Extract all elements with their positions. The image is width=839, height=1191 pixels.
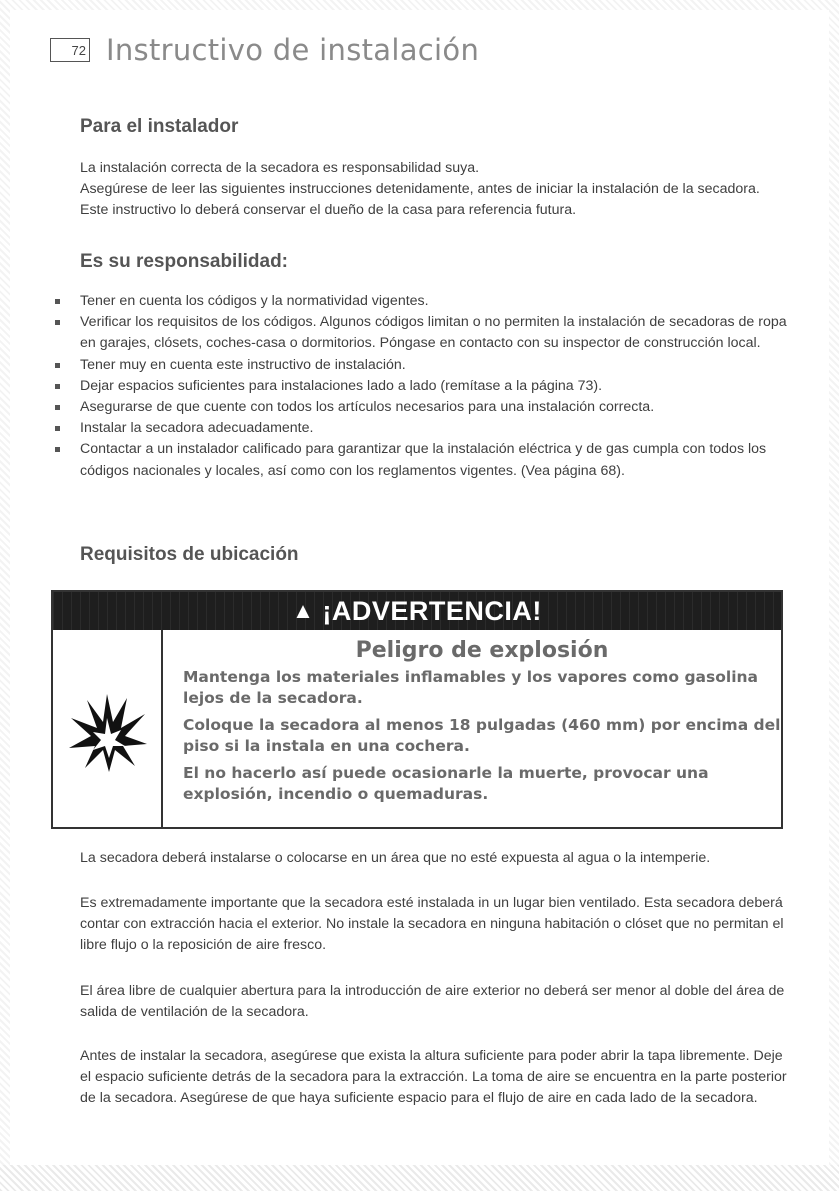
hazard-line: Mantenga los materiales inflamables y los vapores como gasolina lejos de la secadora. — [183, 668, 759, 707]
body-paragraph-2: Es extremadamente importante que la secadora esté instalada in un lugar bien ventilado. Esta secadora deberá contar con extracción hacia el exterior. No instale la secadora en ninguna habitación o clóset que no permitan el libre flujo o la reposición de aire fresco. — [80, 895, 784, 953]
location-heading: Requisitos de ubicación — [80, 544, 299, 565]
document-title: Instructivo de instalación — [106, 33, 480, 67]
warning-icon-cell — [53, 630, 163, 827]
bullet-icon — [55, 447, 60, 452]
hazard-line: Coloque la secadora al menos 18 pulgadas (460 mm) por encima del piso si la instala en una cochera. — [183, 716, 781, 755]
bullet-icon — [55, 426, 60, 431]
explosion-icon — [65, 684, 149, 774]
body-paragraph-1: La secadora deberá instalarse o colocarse en un área que no esté expuesta al agua o la intemperie. — [80, 850, 711, 866]
responsibility-heading: Es su responsabilidad: — [80, 251, 288, 272]
list-item: Tener en cuenta los códigos y la normatividad vigentes. — [52, 291, 792, 312]
warning-banner-text: ¡ADVERTENCIA! — [322, 595, 542, 626]
page-header — [50, 33, 479, 67]
installer-paragraph-2: Asegúrese de leer las siguientes instrucciones detenidamente, antes de iniciar la instalación de la secadora. Este instructivo lo deberá conservar el dueño de la casa para referencia futura. — [80, 181, 760, 218]
body-paragraph-3: El área libre de cualquier abertura para la introducción de aire exterior no deberá ser menor al doble del área de salida de ventilación de la secadora. — [80, 983, 785, 1020]
bullet-icon — [55, 384, 60, 389]
list-item: Instalar la secadora adecuadamente. — [52, 418, 792, 439]
installer-heading: Para el instalador — [80, 116, 239, 137]
hazard-title: Peligro de explosión — [355, 638, 609, 663]
installer-paragraph-1: La instalación correcta de la secadora es responsabilidad suya. — [80, 160, 480, 176]
list-item: Tener muy en cuenta este instructivo de instalación. — [52, 355, 792, 376]
warning-banner — [53, 592, 781, 630]
bullet-icon — [55, 405, 60, 410]
page-footer-strip — [0, 1165, 839, 1191]
bullet-icon — [55, 320, 60, 325]
list-item: Verificar los requisitos de los códigos. Algunos códigos limitan o no permiten la instalación de secadoras de ropa en garajes, clósets, coches-casa o dormitorios. Póngase en contacto con su inspector de construcción local. — [52, 312, 792, 354]
list-item: Asegurarse de que cuente con todos los artículos necesarios para una instalación correcta. — [52, 397, 792, 418]
responsibility-list — [52, 291, 792, 482]
list-item: Contactar a un instalador calificado para garantizar que la instalación eléctrica y de gas cumpla con todos los códigos nacionales y locales, así como con los reglamentos vigentes. (Vea página 68). — [52, 439, 792, 481]
hazard-line: El no hacerlo así puede ocasionarle la muerte, provocar una explosión, incendio o quemaduras. — [183, 764, 709, 803]
warning-box — [51, 590, 783, 829]
list-item: Dejar espacios suficientes para instalaciones lado a lado (remítase a la página 73). — [52, 376, 792, 397]
page-number: 72 — [50, 38, 90, 62]
warning-body — [53, 630, 781, 827]
bullet-icon — [55, 363, 60, 368]
bullet-icon — [55, 299, 60, 304]
warning-text — [163, 630, 781, 827]
warning-triangle-icon: ▲ — [292, 598, 315, 623]
body-paragraph-4: Antes de instalar la secadora, asegúrese que exista la altura suficiente para poder abrir la tapa libremente. Deje el espacio suficiente detrás de la secadora para la extracción. La toma de aire se encuentra en la parte posterior de la secadora. Asegúrese de que haya suficiente espacio para el flujo de aire en cada lado de la secadora. — [80, 1048, 787, 1106]
